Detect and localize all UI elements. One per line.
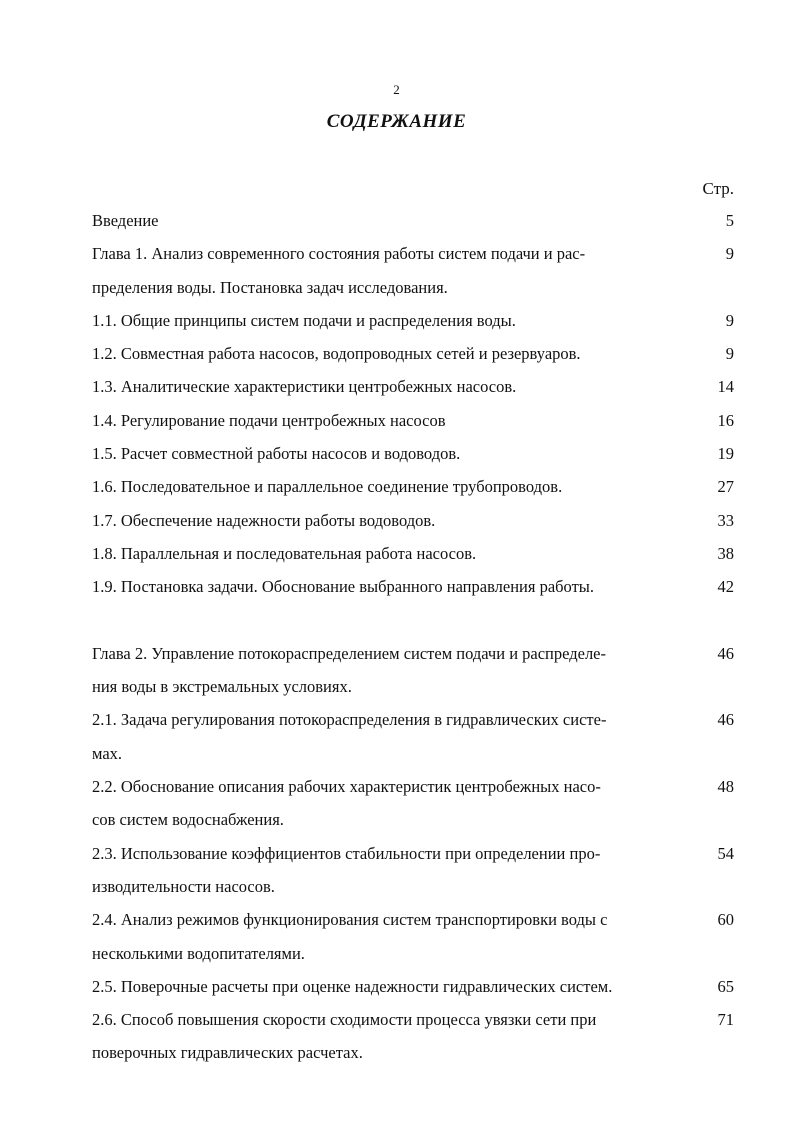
toc-entry-page: 9 — [725, 344, 734, 364]
toc-entry-text: 1.7. Обеспечение надежности работы водоводов. — [92, 510, 436, 530]
toc-entry-introduction — [0, 204, 793, 237]
toc-entry-page: 27 — [717, 477, 734, 497]
toc-entry-1-8 — [0, 537, 793, 570]
toc-entry-text: 1.1. Общие принципы систем подачи и распределения воды. — [92, 310, 516, 330]
toc-entry-page: 14 — [717, 377, 734, 397]
toc-entry-1-1 — [0, 304, 793, 337]
toc-entry-text-continued: изводительности насосов. — [92, 876, 275, 896]
toc-entry-page: 46 — [717, 710, 734, 730]
toc-entry-page: 16 — [717, 410, 734, 430]
toc-entry-page: 33 — [717, 510, 734, 530]
toc-entry-text: 1.5. Расчет совместной работы насосов и водоводов. — [92, 444, 461, 464]
toc-entry-2-2 — [0, 770, 793, 837]
toc-entry-page: 46 — [717, 643, 734, 663]
toc-entry-2-4 — [0, 903, 793, 970]
page-number: 2 — [393, 82, 400, 97]
toc-entry-1-9 — [0, 570, 793, 603]
toc-entry-1-2 — [0, 337, 793, 370]
toc-entry-1-6 — [0, 470, 793, 503]
table-of-contents — [0, 204, 793, 1070]
toc-entry-text-continued: несколькими водопитателями. — [92, 943, 305, 963]
toc-entry-chapter-1 — [0, 237, 793, 304]
toc-entry-1-3 — [0, 370, 793, 403]
toc-entry-chapter-2 — [0, 637, 793, 704]
toc-entry-text: 1.2. Совместная работа насосов, водопроводных сетей и резервуаров. — [92, 344, 581, 364]
toc-entry-page: 65 — [717, 976, 734, 996]
toc-entry-page: 5 — [725, 211, 734, 230]
toc-entry-2-5 — [0, 970, 793, 1003]
toc-entry-text: 2.5. Поверочные расчеты при оценке надежности гидравлических систем. — [92, 976, 613, 996]
toc-entry-text: 1.6. Последовательное и параллельное соединение трубопроводов. — [92, 477, 563, 497]
toc-entry-text: 2.3. Использование коэффициентов стабильности при определении про- — [92, 843, 601, 863]
toc-entry-page: 54 — [717, 843, 734, 863]
toc-entry-text: 1.4. Регулирование подачи центробежных насосов — [92, 410, 446, 430]
toc-entry-2-6 — [0, 1003, 793, 1070]
toc-entry-2-3 — [0, 837, 793, 904]
toc-entry-page: 9 — [725, 244, 734, 264]
toc-entry-text-continued: сов систем водоснабжения. — [92, 810, 284, 830]
toc-entry-text: 2.6. Способ повышения скорости сходимости процесса увязки сети при — [92, 1010, 597, 1030]
toc-entry-2-1 — [0, 703, 793, 770]
toc-entry-text: 1.8. Параллельная и последовательная работа насосов. — [92, 543, 477, 563]
toc-entry-1-5 — [0, 437, 793, 470]
toc-entry-text: 2.2. Обоснование описания рабочих характеристик центробежных насо- — [92, 777, 601, 797]
toc-entry-text: Глава 1. Анализ современного состояния работы систем подачи и рас- — [92, 244, 586, 264]
toc-entry-text: Глава 2. Управление потокораспределением систем подачи и распределе- — [92, 643, 606, 663]
page-column-header: Стр. — [702, 179, 734, 198]
toc-entry-page: 48 — [717, 777, 734, 797]
toc-entry-text-continued: ния воды в экстремальных условиях. — [92, 677, 352, 697]
toc-entry-page: 19 — [717, 444, 734, 464]
toc-entry-page: 9 — [725, 310, 734, 330]
toc-entry-text: Введение — [92, 211, 159, 230]
toc-entry-text: 2.4. Анализ режимов функционирования систем транспортировки воды с — [92, 910, 608, 930]
toc-entry-text-continued: пределения воды. Постановка задач исследования. — [92, 277, 448, 297]
section-gap — [0, 604, 793, 637]
toc-entry-text: 1.9. Постановка задачи. Обоснование выбранного направления работы. — [92, 577, 595, 597]
toc-entry-page: 42 — [717, 577, 734, 597]
toc-entry-text: 2.1. Задача регулирования потокораспределения в гидравлических систе- — [92, 710, 607, 730]
toc-entry-page: 60 — [717, 910, 734, 930]
toc-entry-1-7 — [0, 504, 793, 537]
toc-entry-text-continued: поверочных гидравлических расчетах. — [92, 1043, 363, 1063]
toc-entry-page: 71 — [717, 1010, 734, 1030]
toc-entry-text: 1.3. Аналитические характеристики центробежных насосов. — [92, 377, 517, 397]
toc-entry-text-continued: мах. — [92, 743, 123, 763]
page-title: СОДЕРЖАНИЕ — [326, 111, 467, 132]
toc-entry-page: 38 — [717, 543, 734, 563]
toc-entry-1-4 — [0, 404, 793, 437]
